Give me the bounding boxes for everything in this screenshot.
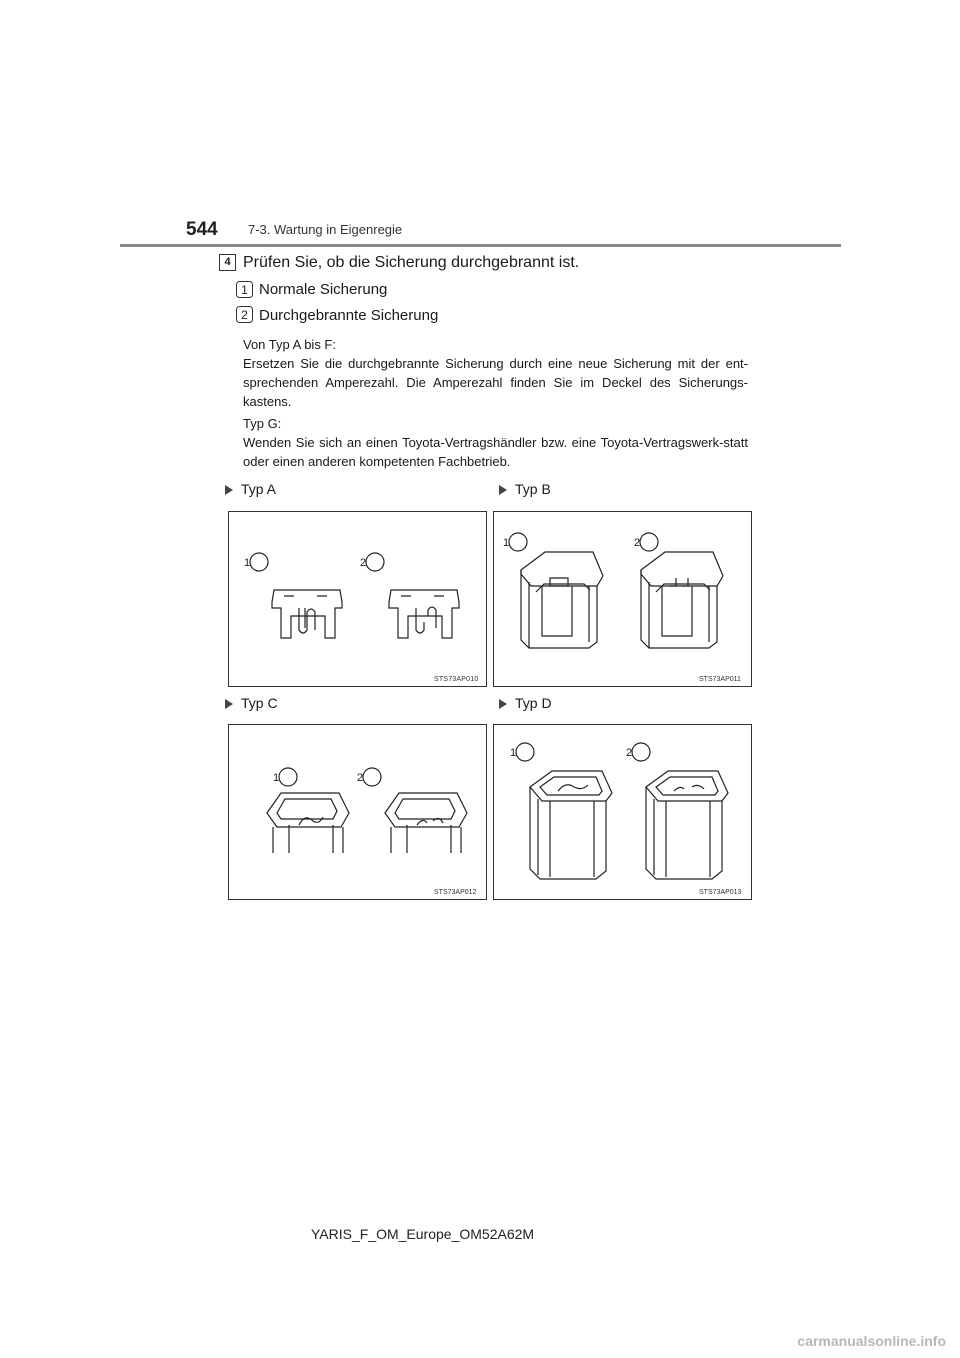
page-number: 544 <box>186 219 218 240</box>
step-number-badge: 4 <box>219 254 236 271</box>
callout-2-number: 2 <box>241 308 248 322</box>
fuse-illustration-typ-d <box>494 725 751 899</box>
figure-code: STS73AP010 <box>434 676 479 683</box>
callout-2-icon <box>236 306 253 323</box>
watermark: carmanualsonline.info <box>797 1333 946 1349</box>
callout-number: 2 <box>626 747 633 759</box>
figure-label-typ-a: Typ A <box>225 481 276 497</box>
figure-code: STS73AP011 <box>699 676 741 683</box>
fuse-illustration-typ-b <box>494 512 751 686</box>
header-rule <box>120 244 841 247</box>
item-normal-fuse: Normale Sicherung <box>259 281 388 298</box>
callout-circle <box>250 553 268 571</box>
section-title: 7-3. Wartung in Eigenregie <box>248 222 403 237</box>
callout-number: 2 <box>357 772 364 784</box>
figure-code: STS73AP013 <box>699 889 742 896</box>
callout-circle <box>366 553 384 571</box>
triangle-bullet-icon <box>499 485 507 495</box>
note-body: Ersetzen Sie die durchgebrannte Sicherung durch eine neue Sicherung mit der ent-sprechenden Amperezahl. Die Amperezahl finden Sie im Deckel des Sicherungs-kastens. <box>243 356 748 409</box>
figure-typ-c <box>228 724 487 900</box>
callout-1-icon <box>236 281 253 298</box>
figure-label-typ-d: Typ D <box>499 695 552 711</box>
note-body: Wenden Sie sich an einen Toyota-Vertragshändler bzw. eine Toyota-Vertragswerk-statt oder einen anderen kompetenten Fachbetrieb. <box>243 435 748 469</box>
note-heading: Von Typ A bis F: <box>243 337 336 352</box>
callout-1-number: 1 <box>241 283 248 297</box>
footer-doc-id: YARIS_F_OM_Europe_OM52A62M <box>311 1226 535 1242</box>
note-heading: Typ G: <box>243 416 282 431</box>
callout-number: 1 <box>273 772 280 784</box>
fuse-illustration-typ-a <box>229 512 486 686</box>
callout-number: 1 <box>510 747 517 759</box>
triangle-bullet-icon <box>225 485 233 495</box>
note-type-g <box>243 414 748 471</box>
callout-number: 1 <box>244 557 251 569</box>
callout-number: 2 <box>634 537 641 549</box>
figure-code: STS73AP012 <box>434 889 477 896</box>
figure-typ-d <box>493 724 752 900</box>
item-blown-fuse: Durchgebrannte Sicherung <box>259 307 439 324</box>
step-instruction: Prüfen Sie, ob die Sicherung durchgebrannt ist. <box>243 254 580 271</box>
figure-typ-a <box>228 511 487 687</box>
figure-label-typ-b: Typ B <box>499 481 551 497</box>
figure-typ-b <box>493 511 752 687</box>
fuse-illustration-typ-c <box>229 725 486 899</box>
triangle-bullet-icon <box>225 699 233 709</box>
figure-label-typ-c: Typ C <box>225 695 278 711</box>
triangle-bullet-icon <box>499 699 507 709</box>
callout-number: 2 <box>360 557 367 569</box>
note-types-a-f <box>243 335 748 411</box>
callout-number: 1 <box>503 537 510 549</box>
